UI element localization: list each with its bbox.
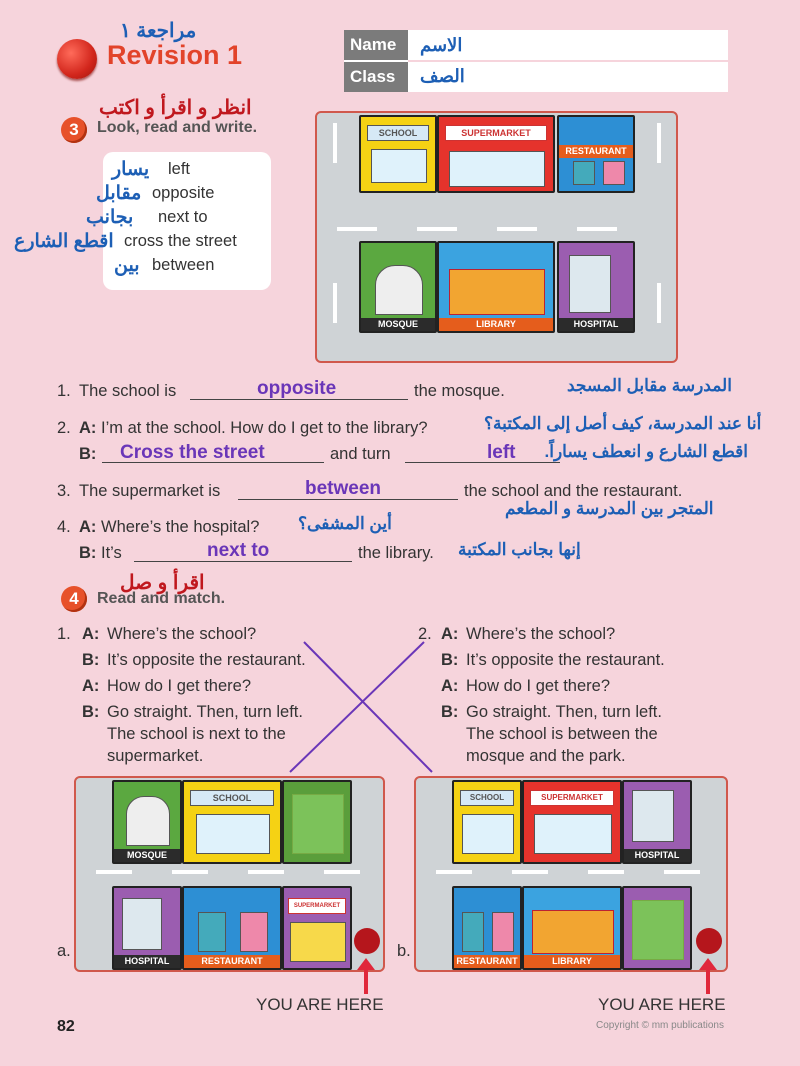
q2-number: 2. <box>57 419 71 437</box>
q2a-arabic: أنا عند المدرسة، كيف أصل إلى المكتبة؟ <box>484 414 762 433</box>
map-a-park <box>282 780 352 864</box>
map-a-mosque <box>112 780 182 864</box>
word-en: between <box>152 256 215 274</box>
q4b-speaker: B: <box>79 544 97 562</box>
match-line-2 <box>290 642 424 772</box>
d2-line: How do I get there? <box>466 677 611 695</box>
restaurant-label: RESTAURANT <box>559 145 633 158</box>
q4a-arabic: أين المشفى؟ <box>298 514 392 533</box>
d1-line: How do I get there? <box>107 677 252 695</box>
d2-line: mosque and the park. <box>466 747 626 765</box>
map-a-arrow-icon <box>364 968 368 994</box>
q1-pre: The school is <box>79 382 177 400</box>
d1-line: supermarket. <box>107 747 204 765</box>
q2b-arabic: اقطع الشارع و انعطف يساراً. <box>544 442 748 461</box>
d2-number: 2. <box>418 625 432 643</box>
map-a-label: HOSPITAL <box>114 955 180 968</box>
d1-number: 1. <box>57 625 71 643</box>
word-ar: اقطع الشارع <box>14 231 114 252</box>
hospital-label: HOSPITAL <box>559 318 633 331</box>
d1-line: Go straight. Then, turn left. <box>107 703 303 721</box>
q1-arabic: المدرسة مقابل المسجد <box>567 376 732 395</box>
d2-line: The school is between the <box>466 725 658 743</box>
class-label: Class <box>344 62 408 92</box>
ex4-number: 4 <box>61 586 87 612</box>
copyright: Copyright © mm publications <box>596 1020 724 1031</box>
word-en: opposite <box>152 184 215 202</box>
page-number: 82 <box>57 1018 75 1035</box>
word-en: left <box>168 160 191 178</box>
d1-speaker: B: <box>82 703 100 721</box>
d1-speaker: A: <box>82 625 100 643</box>
q4b-pre: It’s <box>101 544 122 562</box>
q3-pre: The supermarket is <box>79 482 221 500</box>
map-b-label: SUPERMARKET <box>530 790 614 806</box>
map-b-restaurant <box>452 886 522 970</box>
q4b-post: the library. <box>358 544 434 562</box>
q3-arabic: المتجر بين المدرسة و المطعم <box>505 499 714 518</box>
school-sign: SCHOOL <box>367 125 429 141</box>
d2-line: It’s opposite the restaurant. <box>466 651 665 669</box>
match-line-1 <box>304 642 432 772</box>
map-a-you-are-here-dot <box>354 928 380 954</box>
word-en: next to <box>158 208 208 226</box>
map-a-hospital <box>112 886 182 970</box>
map-a-restaurant <box>182 886 282 970</box>
word-ar: مقابل <box>96 183 142 204</box>
q2b-speaker: B: <box>79 445 97 463</box>
map-a-label: SUPERMARKET <box>288 898 346 914</box>
map-a-label: SCHOOL <box>190 790 274 806</box>
d2-speaker: B: <box>441 651 459 669</box>
d1-line: The school is next to the <box>107 725 286 743</box>
q2b-answer2[interactable]: left <box>487 442 516 463</box>
revision-title-arabic: مراجعة ١ <box>120 20 197 42</box>
map-a-label: MOSQUE <box>114 849 180 862</box>
q4b-answer[interactable]: next to <box>207 540 270 561</box>
name-field[interactable]: الاسم <box>420 35 463 55</box>
q4a-text: Where’s the hospital? <box>101 518 260 536</box>
ex4-title-arabic: اقرأ و صل <box>120 572 205 594</box>
q1-post: the mosque. <box>414 382 505 400</box>
q4a-speaker: A: <box>79 518 97 536</box>
q4-number: 4. <box>57 518 71 536</box>
map-a-letter: a. <box>57 942 71 960</box>
class-field[interactable]: الصف <box>420 66 465 86</box>
library-label: LIBRARY <box>439 318 553 331</box>
q3-post: the school and the restaurant. <box>464 482 683 500</box>
d2-line: Go straight. Then, turn left. <box>466 703 662 721</box>
q2b-answer1[interactable]: Cross the street <box>120 442 265 463</box>
q1-answer[interactable]: opposite <box>257 378 337 399</box>
d2-speaker: A: <box>441 625 459 643</box>
map-b-supermarket <box>522 780 622 864</box>
map-b-you-are-here: YOU ARE HERE <box>598 995 726 1014</box>
map-b-library <box>522 886 622 970</box>
d2-line: Where’s the school? <box>466 625 616 643</box>
d1-speaker: A: <box>82 677 100 695</box>
q1-number: 1. <box>57 382 71 400</box>
q2a-speaker: A: <box>79 419 97 437</box>
map-a-school <box>182 780 282 864</box>
ex4-title: Read and match. <box>97 590 226 607</box>
ex3-title: Look, read and write. <box>97 119 258 136</box>
map-b-arrow-icon <box>706 968 710 994</box>
revision-title: Revision 1 <box>107 40 243 70</box>
map-b-label: RESTAURANT <box>454 955 520 968</box>
d1-line: It’s opposite the restaurant. <box>107 651 306 669</box>
map-b <box>414 776 728 972</box>
word-ar: بجانب <box>86 207 134 228</box>
map-b-hospital <box>622 780 692 864</box>
map-b-school <box>452 780 522 864</box>
ex3-number: 3 <box>61 117 87 143</box>
map-a-supermarket <box>282 886 352 970</box>
q2a-text: I’m at the school. How do I get to the library? <box>101 419 428 437</box>
q3-number: 3. <box>57 482 71 500</box>
mosque-label: MOSQUE <box>361 318 435 331</box>
word-ar: يسار <box>112 159 150 180</box>
map-b-park <box>622 886 692 970</box>
q4b-arabic: إنها بجانب المكتبة <box>458 540 581 559</box>
ex3-title-arabic: انظر و اقرأ و اكتب <box>99 97 252 119</box>
name-label: Name <box>344 30 408 60</box>
map-a-you-are-here: YOU ARE HERE <box>256 995 384 1014</box>
d2-speaker: B: <box>441 703 459 721</box>
word-en: cross the street <box>124 232 237 250</box>
map-b-letter: b. <box>397 942 411 960</box>
word-ar: بين <box>114 255 140 276</box>
map-a <box>74 776 385 972</box>
d1-speaker: B: <box>82 651 100 669</box>
map-a-label: RESTAURANT <box>184 955 280 968</box>
d1-line: Where’s the school? <box>107 625 257 643</box>
q2b-mid: and turn <box>330 445 391 463</box>
map-b-label: SCHOOL <box>460 790 514 806</box>
map-b-you-are-here-dot <box>696 928 722 954</box>
q3-answer[interactable]: between <box>305 478 382 499</box>
supermarket-sign: SUPERMARKET <box>445 125 547 141</box>
map-b-label: LIBRARY <box>524 955 620 968</box>
map-b-label: HOSPITAL <box>624 849 690 862</box>
d2-speaker: A: <box>441 677 459 695</box>
